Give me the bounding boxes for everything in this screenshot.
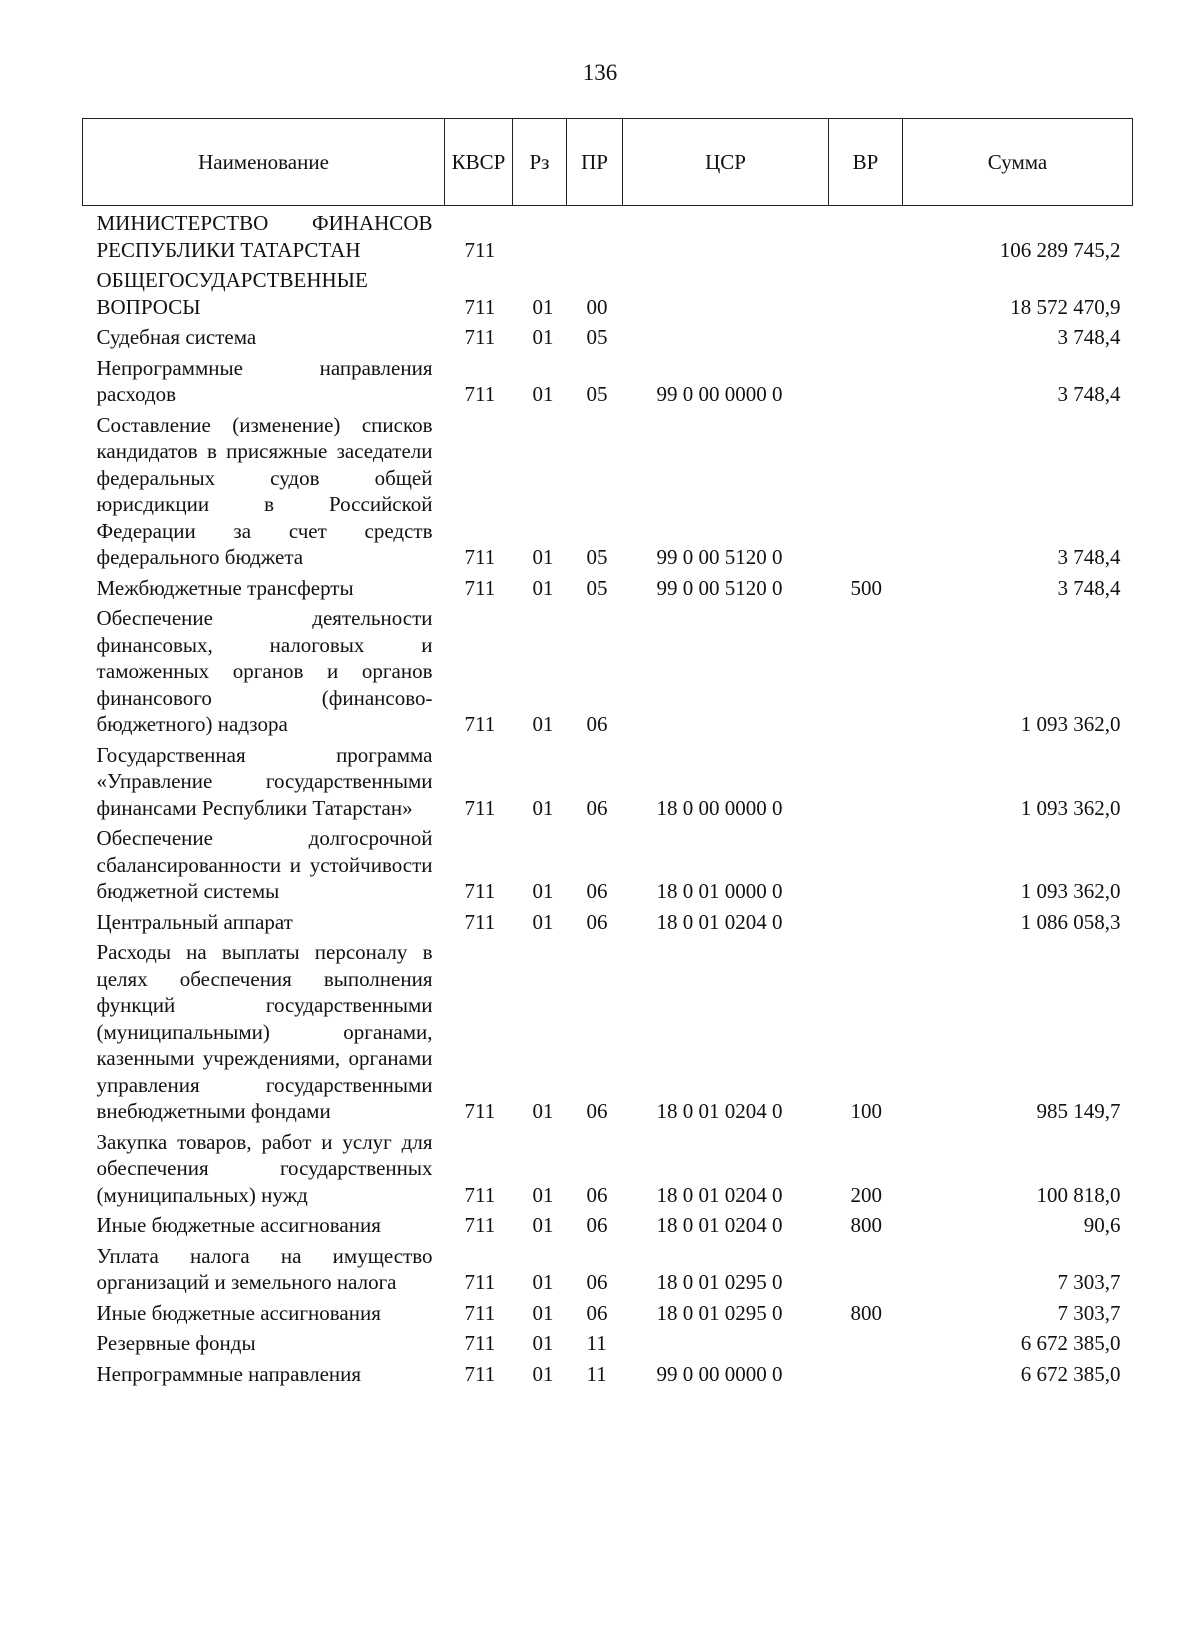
- row-rz: 01: [532, 1182, 554, 1207]
- row-name: МИНИСТЕРСТВО ФИНАНСОВ РЕСПУБЛИКИ ТАТАРСТАН: [96, 211, 433, 262]
- row-pr: 06: [586, 1300, 608, 1325]
- row-pr: 11: [586, 1361, 607, 1386]
- row-csr: [623, 320, 829, 351]
- header-rz: Рз: [513, 119, 567, 206]
- header-vr: ВР: [829, 119, 903, 206]
- row-pr: 06: [586, 712, 608, 736]
- budget-table: [82, 118, 1133, 1387]
- row-rz: 01: [532, 879, 554, 903]
- table-row: [83, 320, 1133, 351]
- row-pr: 06: [586, 1182, 608, 1207]
- row-vr: 800: [850, 1300, 882, 1325]
- row-pr: 05: [586, 325, 608, 349]
- table-row: [83, 206, 1133, 264]
- row-name: Центральный аппарат: [96, 909, 293, 934]
- row-sum: 18 572 470,9: [1010, 294, 1121, 319]
- header-kvsr: КВСР: [445, 119, 513, 206]
- table-row: [83, 1208, 1133, 1239]
- row-kvsr: 711: [464, 1099, 496, 1123]
- table-row: [83, 1296, 1133, 1327]
- row-pr: 05: [586, 382, 608, 406]
- row-csr: 18 0 01 0204 0: [656, 909, 783, 934]
- row-sum: 3 748,4: [1057, 325, 1121, 349]
- row-rz: 01: [532, 575, 554, 600]
- row-vr: [829, 1326, 903, 1357]
- row-vr: [829, 738, 903, 822]
- row-vr: [829, 601, 903, 738]
- row-csr: 99 0 00 0000 0: [656, 1361, 783, 1386]
- row-sum: 6 672 385,0: [1020, 1331, 1121, 1355]
- row-vr: [829, 1239, 903, 1296]
- row-sum: 3 748,4: [1057, 382, 1121, 406]
- row-name: Непрограммные направления расходов: [96, 355, 433, 406]
- header-sum: Сумма: [903, 119, 1133, 206]
- row-rz: 01: [532, 382, 554, 406]
- table-header-row: [83, 119, 1133, 206]
- row-rz: [513, 206, 567, 264]
- row-name: Непрограммные направления: [96, 1361, 362, 1386]
- row-name: Уплата налога на имущество организаций и земельного налога: [96, 1243, 433, 1294]
- header-csr: ЦСР: [623, 119, 829, 206]
- row-pr: 06: [586, 1270, 608, 1294]
- row-rz: 01: [532, 909, 554, 934]
- row-pr: 06: [586, 909, 608, 934]
- table-row: [83, 601, 1133, 738]
- row-vr: [829, 821, 903, 905]
- row-vr: 100: [850, 1099, 882, 1123]
- row-rz: 01: [532, 1300, 554, 1325]
- row-pr: 11: [586, 1331, 607, 1355]
- row-rz: 01: [532, 1270, 554, 1294]
- row-vr: [829, 1357, 903, 1388]
- row-name: Расходы на выплаты персоналу в целях обеспечения выполнения функций государственными (муниципальными) органами, казенными учреждениями, органами управления государственными внебюджетными фондами: [96, 940, 433, 1123]
- row-csr: [623, 601, 829, 738]
- table-row: [83, 1125, 1133, 1209]
- table-row: [83, 571, 1133, 602]
- row-rz: 01: [532, 325, 554, 349]
- row-name: Составление (изменение) списков кандидатов в присяжные заседатели федеральных судов общей юрисдикции в Российской Федерации за счет средств федерального бюджета: [96, 412, 433, 569]
- row-vr: [829, 905, 903, 936]
- row-sum: 3 748,4: [1057, 545, 1121, 569]
- row-csr: 18 0 01 0295 0: [656, 1270, 783, 1294]
- row-rz: 01: [532, 1331, 554, 1355]
- row-csr: 99 0 00 5120 0: [656, 575, 783, 600]
- row-kvsr: 711: [464, 325, 496, 349]
- row-vr: 200: [850, 1182, 882, 1207]
- row-kvsr: 711: [464, 1331, 496, 1355]
- row-csr: [623, 263, 829, 320]
- row-sum: 6 672 385,0: [1020, 1361, 1121, 1386]
- row-name: Судебная система: [96, 325, 257, 349]
- table-row: [83, 905, 1133, 936]
- row-kvsr: 711: [464, 795, 496, 820]
- table-row: [83, 1239, 1133, 1296]
- row-rz: 01: [532, 1361, 554, 1386]
- row-sum: 106 289 745,2: [999, 237, 1121, 262]
- row-csr: 18 0 01 0204 0: [656, 1099, 783, 1123]
- row-sum: 7 303,7: [1057, 1270, 1121, 1294]
- row-vr: [829, 263, 903, 320]
- row-vr: [829, 408, 903, 571]
- row-pr: 06: [586, 1099, 608, 1123]
- table-row: [83, 935, 1133, 1125]
- row-vr: 500: [850, 575, 882, 600]
- table-row: [83, 1357, 1133, 1388]
- row-vr: [829, 206, 903, 264]
- row-name: ОБЩЕГОСУДАРСТВЕННЫЕ ВОПРОСЫ: [96, 268, 368, 319]
- row-vr: [829, 351, 903, 408]
- table-row: [83, 738, 1133, 822]
- row-kvsr: 711: [464, 382, 496, 406]
- row-csr: 99 0 00 5120 0: [656, 545, 783, 569]
- table-row: [83, 408, 1133, 571]
- row-kvsr: 711: [464, 1300, 496, 1325]
- row-rz: 01: [532, 1099, 554, 1123]
- row-name: Резервные фонды: [96, 1331, 256, 1355]
- row-kvsr: 711: [464, 712, 496, 736]
- row-kvsr: 711: [464, 879, 496, 903]
- row-name: Закупка товаров, работ и услуг для обеспечения государственных (муниципальных) нужд: [96, 1129, 433, 1207]
- table-row: [83, 1326, 1133, 1357]
- table-row: [83, 351, 1133, 408]
- row-kvsr: 711: [464, 545, 496, 569]
- row-csr: 18 0 01 0204 0: [656, 1182, 783, 1207]
- row-pr: [567, 206, 623, 264]
- row-name: Обеспечение деятельности финансовых, налоговых и таможенных органов и органов финансового (финансово-бюджетного) надзора: [96, 606, 433, 736]
- row-pr: 06: [586, 795, 608, 820]
- row-sum: 7 303,7: [1057, 1300, 1121, 1325]
- row-sum: 1 093 362,0: [1020, 712, 1121, 736]
- row-csr: 99 0 00 0000 0: [656, 382, 783, 406]
- row-sum: 985 149,7: [1036, 1099, 1121, 1123]
- row-name: Государственная программа «Управление государственными финансами Республики Татарстан»: [96, 742, 433, 820]
- row-csr: 18 0 01 0000 0: [656, 879, 783, 903]
- row-sum: 1 093 362,0: [1020, 795, 1121, 820]
- row-kvsr: 711: [464, 237, 496, 262]
- row-csr: 18 0 01 0295 0: [656, 1300, 783, 1325]
- row-csr: 18 0 01 0204 0: [656, 1213, 783, 1237]
- row-pr: 05: [586, 545, 608, 569]
- header-pr: ПР: [567, 119, 623, 206]
- row-kvsr: 711: [464, 909, 496, 934]
- row-rz: 01: [532, 1213, 554, 1237]
- row-name: Обеспечение долгосрочной сбалансированности и устойчивости бюджетной системы: [96, 826, 433, 903]
- row-sum: 100 818,0: [1036, 1182, 1121, 1207]
- row-csr: [623, 206, 829, 264]
- row-sum: 90,6: [1083, 1213, 1121, 1237]
- row-rz: 01: [532, 294, 554, 319]
- row-pr: 06: [586, 879, 608, 903]
- table-row: [83, 263, 1133, 320]
- row-sum: 1 086 058,3: [1020, 909, 1121, 934]
- row-kvsr: 711: [464, 1361, 496, 1386]
- row-rz: 01: [532, 545, 554, 569]
- page-number: 136: [582, 60, 618, 85]
- row-kvsr: 711: [464, 1182, 496, 1207]
- row-sum: 1 093 362,0: [1020, 879, 1121, 903]
- row-rz: 01: [532, 712, 554, 736]
- row-pr: 05: [586, 575, 608, 600]
- row-vr: [829, 320, 903, 351]
- row-sum: 3 748,4: [1057, 575, 1121, 600]
- row-name: Иные бюджетные ассигнования: [96, 1300, 381, 1325]
- row-kvsr: 711: [464, 294, 496, 319]
- row-pr: 06: [586, 1213, 608, 1237]
- header-name: Наименование: [83, 119, 445, 206]
- row-name: Межбюджетные трансферты: [96, 575, 354, 600]
- row-csr: 18 0 00 0000 0: [656, 795, 783, 820]
- row-pr: 00: [586, 294, 608, 319]
- row-kvsr: 711: [464, 1270, 496, 1294]
- row-vr: 800: [850, 1213, 882, 1237]
- row-name: Иные бюджетные ассигнования: [96, 1213, 381, 1237]
- row-csr: [623, 1326, 829, 1357]
- row-kvsr: 711: [464, 1213, 496, 1237]
- row-kvsr: 711: [464, 575, 496, 600]
- table-row: [83, 821, 1133, 905]
- row-rz: 01: [532, 795, 554, 820]
